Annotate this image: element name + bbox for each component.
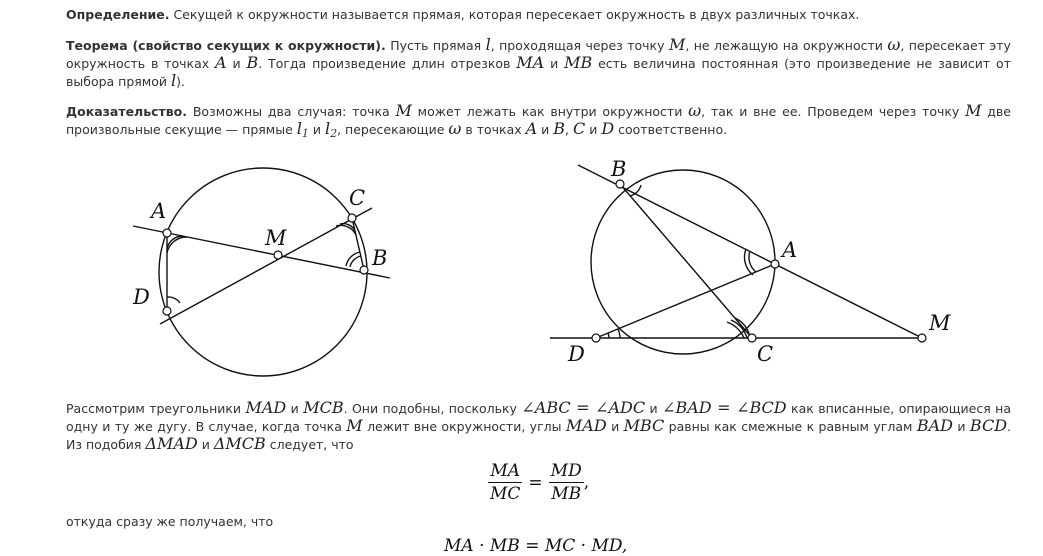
math-M: M [395, 101, 412, 120]
denominator-MB: MB [551, 484, 582, 504]
proof-text: и [585, 122, 602, 137]
label-C: C [757, 342, 774, 366]
consider-text: следует, что [265, 437, 354, 452]
consider-text: и [197, 437, 214, 452]
label-M: M [265, 226, 287, 250]
label-B: B [611, 157, 627, 181]
numerator-MA: MA [488, 460, 522, 483]
subscript-1: 1 [301, 127, 309, 140]
math-BCD: BCD [969, 416, 1008, 435]
label-M: M [929, 311, 951, 335]
label-D: D [568, 342, 585, 366]
consider-text: и [606, 419, 624, 434]
consider-text: . Из подобия [66, 419, 1011, 452]
point-C [348, 214, 356, 222]
label-A: A [782, 238, 798, 262]
theorem-text: , не лежащую на окружности [685, 38, 888, 53]
point-B [616, 180, 624, 188]
theorem-label: Теорема (свойство секущих к окружности). [66, 38, 386, 53]
point-A [163, 229, 171, 237]
circle-omega [591, 170, 775, 354]
math-MBC: MBC [623, 416, 665, 435]
consider-text: и [645, 401, 663, 416]
label-B: B [372, 246, 388, 270]
theorem-paragraph [66, 36, 1011, 90]
math-MCB: MCB [303, 398, 344, 417]
proof-text: соответственно. [614, 122, 728, 137]
theorem-text: , пересекает эту окружность в точках [66, 38, 1011, 71]
math-triangle-MCB: ΔMCB [213, 434, 266, 453]
math-A: A [215, 53, 227, 72]
math-angle-eq-1: ∠ABC = ∠ADC [521, 398, 646, 417]
fraction-right [549, 460, 584, 505]
label-D: D [133, 285, 150, 309]
theorem-text: Пусть прямая [385, 38, 486, 53]
consider-text: Рассмотрим треугольники [66, 401, 246, 416]
fraction-left [488, 460, 522, 505]
subscript-2: 2 [330, 127, 338, 140]
math-MAD: MAD [245, 398, 287, 417]
chord-CB [352, 218, 364, 270]
proof-label: Доказательство. [66, 104, 188, 119]
proof-paragraph [66, 102, 1011, 142]
theorem-text: есть величина постоянная (это произведение не зависит от выбора прямой [66, 56, 1011, 89]
math-MA: MA [516, 53, 545, 72]
math-MB: MB [564, 53, 593, 72]
math-l2: l [324, 119, 331, 138]
circle-omega [159, 168, 367, 376]
proof-text: может лежать как внутри окружности [411, 104, 689, 119]
math-BAD: BAD [916, 416, 953, 435]
point-C [748, 334, 756, 342]
consider-text: как вписанные, опирающиеся на одну и ту же дугу. В случае, когда точка [66, 401, 1011, 434]
definition-text: Секущей к окружности называется прямая, которая пересекает окружность в двух различных точках. [169, 7, 860, 22]
proof-text: в точках [461, 122, 526, 137]
proof-text: , [565, 122, 573, 137]
consider-text: и [952, 419, 970, 434]
math-omega: ω [448, 119, 462, 138]
math-M: M [965, 101, 982, 120]
figure-inner-point [120, 160, 400, 380]
consider-text: . Они подобны, поскольку [343, 401, 522, 416]
math-omega: ω [688, 101, 702, 120]
point-M [918, 334, 926, 342]
secant-AB [133, 226, 390, 278]
math-l1: l [296, 119, 302, 138]
label-A: A [151, 199, 167, 223]
definition-paragraph [66, 6, 1011, 23]
proportion-equation [488, 460, 589, 505]
math-angle-eq-2: ∠BAD = ∠BCD [662, 398, 787, 417]
theorem-text: и [226, 56, 247, 71]
point-M [274, 251, 282, 259]
theorem-text: и [544, 56, 565, 71]
math-A: A [525, 119, 538, 138]
math-B: B [246, 53, 259, 72]
whence-text: откуда сразу же получаем, что [66, 514, 274, 529]
consider-text: и [286, 401, 304, 416]
point-D [163, 307, 171, 315]
math-M: M [668, 35, 686, 54]
point-B [360, 266, 368, 274]
chord-BC [620, 184, 752, 338]
math-omega: ω [887, 35, 901, 54]
math-l: l [170, 71, 177, 90]
math-triangle-MAD: ΔMAD [145, 434, 198, 453]
numerator-MD: MD [550, 461, 582, 481]
math-M: M [346, 416, 363, 435]
theorem-text: ). [176, 74, 185, 89]
math-MAD: MAD [565, 416, 607, 435]
consider-paragraph [66, 399, 1011, 453]
math-B: B [553, 119, 566, 138]
equals-sign: = [528, 472, 543, 493]
point-A [771, 260, 779, 268]
figure-outer-point [545, 150, 960, 370]
proof-text: две произвольные секущие — прямые [66, 104, 1011, 137]
math-l: l [485, 35, 491, 54]
theorem-text: . Тогда произведение длин отрезков [258, 56, 517, 71]
theorem-text: , проходящая через точку [490, 38, 669, 53]
proof-text: и [308, 122, 325, 137]
point-D [592, 334, 600, 342]
math-D: D [601, 119, 615, 138]
proof-text: , пересекающие [337, 122, 449, 137]
comma: , [583, 472, 590, 493]
math-C: C [573, 119, 586, 138]
final-equation: MA · MB = MC · MD, [444, 536, 628, 556]
denominator-MC: MC [490, 484, 521, 504]
label-C: C [349, 186, 366, 210]
consider-text: лежит вне окружности, углы [362, 419, 566, 434]
definition-label: Определение. [66, 7, 170, 22]
proof-text: Возможны два случая: точка [187, 104, 396, 119]
proof-text: и [537, 122, 554, 137]
consider-text: равны как смежные к равным углам [664, 419, 917, 434]
proof-text: , так и вне ее. Проведем через точку [701, 104, 966, 119]
